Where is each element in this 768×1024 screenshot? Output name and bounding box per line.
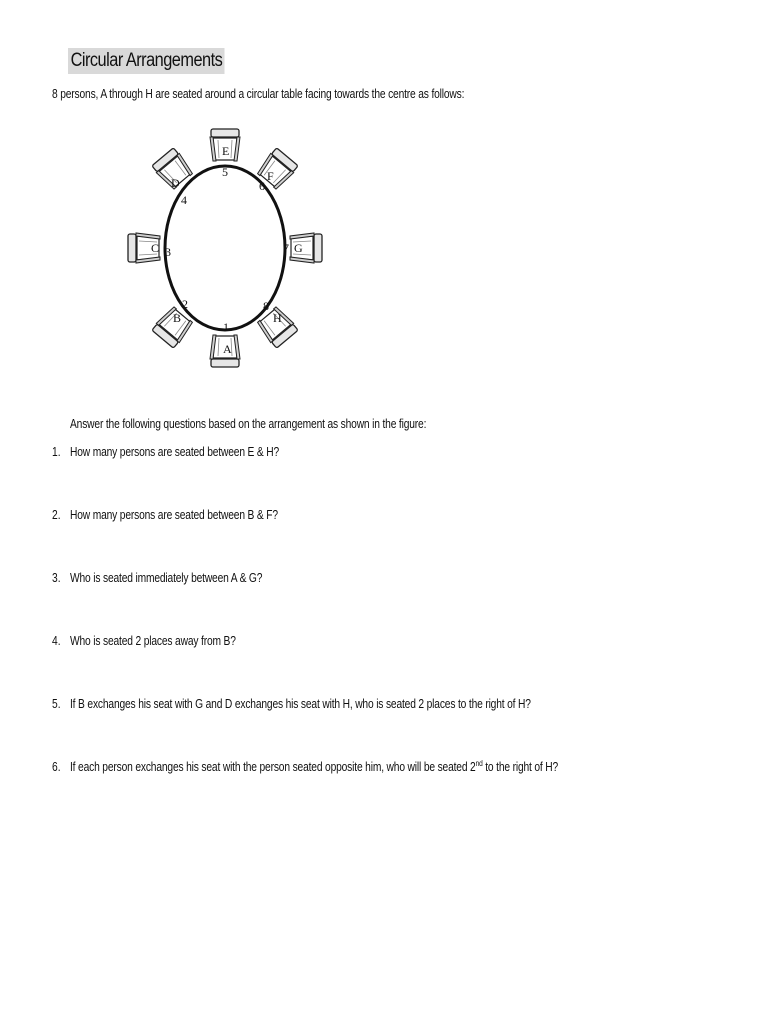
seat-number-5: 5 [222, 165, 228, 179]
seat-letter-c: C [151, 241, 160, 255]
question-text: If B exchanges his seat with G and D exchanges his seat with H, who is seated 2 places to the right of H? [70, 697, 531, 711]
seat-number-7: 7 [283, 241, 289, 255]
ordinal-superscript: nd [475, 759, 483, 768]
seat-letter-a: A [223, 342, 232, 356]
seat-letter-e: E [222, 144, 230, 158]
question-number: 3. [52, 571, 61, 585]
answer-instructions: Answer the following questions based on the arrangement as shown in the figure: [70, 417, 427, 431]
seat-number-4: 4 [181, 193, 187, 207]
seat-number-2: 2 [182, 297, 188, 311]
seat-letter-f: F [267, 169, 274, 183]
question-number: 5. [52, 697, 61, 711]
question-number: 1. [52, 445, 61, 459]
seat-letter-b: B [173, 311, 182, 325]
question-text: How many persons are seated between E & H? [70, 445, 280, 459]
question-number: 4. [52, 634, 61, 648]
question-text: Who is seated 2 places away from B? [70, 634, 236, 648]
seat-letter-g: G [294, 241, 303, 255]
seat-number-1: 1 [223, 320, 229, 334]
question-text [70, 759, 558, 775]
seating-diagram [120, 108, 330, 388]
seat-letter-h: H [273, 311, 282, 325]
seat-number-8: 8 [263, 299, 269, 313]
page-title: Circular Arrangements [68, 48, 225, 74]
question-number: 6. [52, 760, 61, 774]
seat-number-3: 3 [165, 245, 171, 259]
question-text-part: If each person exchanges his seat with the person seated opposite him, who will be seated 2 [70, 760, 476, 774]
seat-number-6: 6 [259, 179, 265, 193]
intro-text: 8 persons, A through H are seated around a circular table facing towards the centre as follows: [52, 87, 465, 101]
question-number: 2. [52, 508, 61, 522]
question-text: How many persons are seated between B & F? [70, 508, 278, 522]
seat-letter-d: D [171, 176, 180, 190]
question-text-part: to the right of H? [482, 760, 559, 774]
question-text: Who is seated immediately between A & G? [70, 571, 263, 585]
